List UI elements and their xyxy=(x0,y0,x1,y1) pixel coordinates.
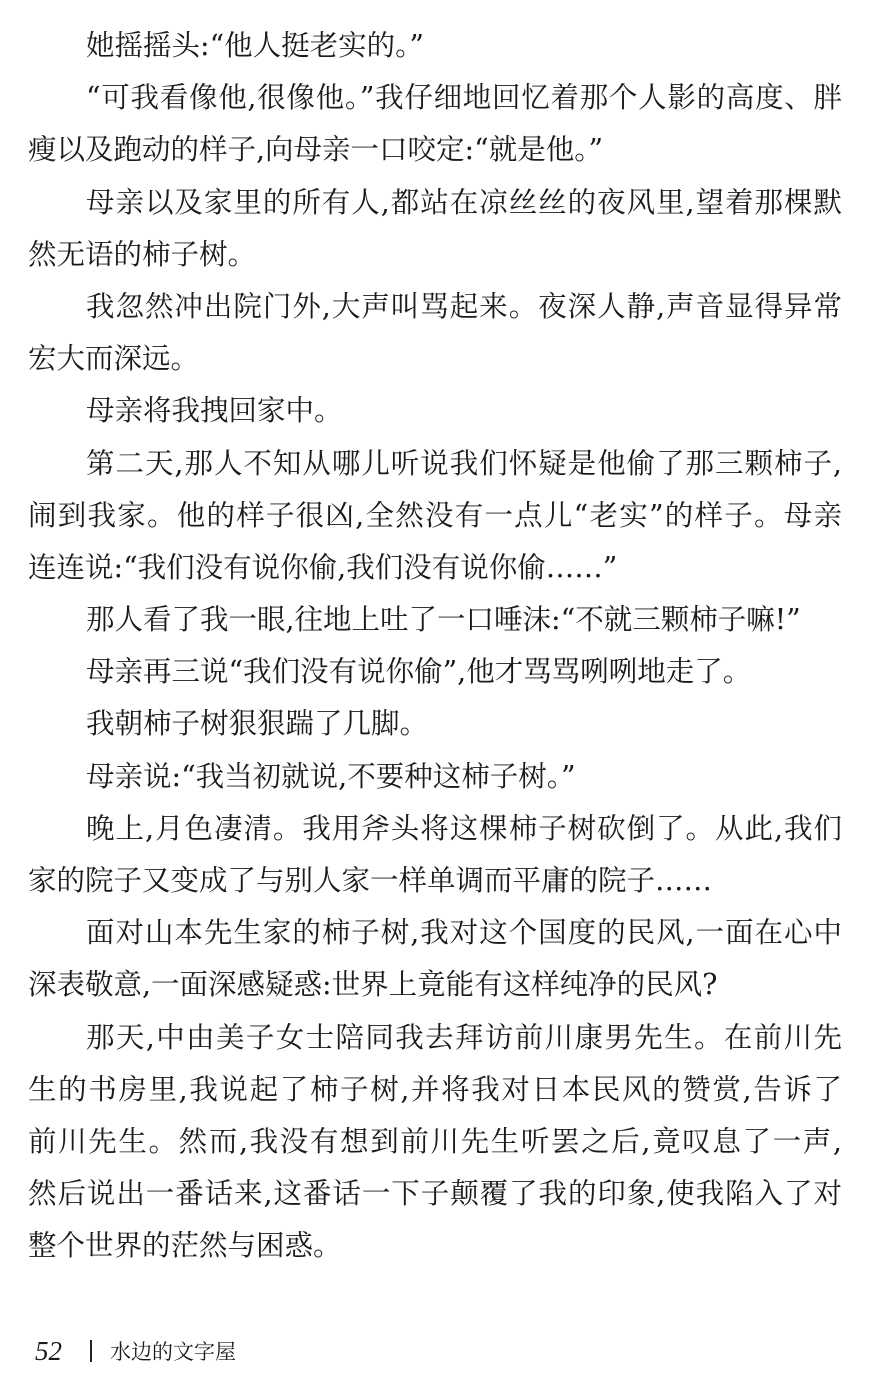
text-line: 母亲以及家里的所有人,都站在凉丝丝的夜风里,望着那棵默 xyxy=(86,185,842,219)
text-line: 她摇摇头:“他人挺老实的。” xyxy=(86,29,424,62)
text-line: 然无语的柿子树。 xyxy=(28,237,257,271)
text-line: 家的院子又变成了与别人家一样单调而平庸的院子…… xyxy=(28,864,713,897)
paragraph xyxy=(28,385,842,437)
text-line: 我朝柿子树狠狠踹了几脚。 xyxy=(86,707,429,741)
paragraph xyxy=(28,751,842,803)
text-line: 整个世界的茫然与困惑。 xyxy=(28,1229,342,1263)
paragraph xyxy=(28,907,842,1011)
paragraph xyxy=(28,594,842,646)
text-line: 宏大而深远。 xyxy=(28,342,200,376)
text-line: 深表敬意,一面深感疑惑:世界上竟能有这样纯净的民风? xyxy=(28,968,718,1002)
text-line: 然后说出一番话来,这番话一下子颠覆了我的印象,使我陷入了对 xyxy=(28,1177,842,1211)
paragraph xyxy=(28,20,842,72)
paragraph xyxy=(28,646,842,698)
text-line: 面对山本先生家的柿子树,我对这个国度的民风,一面在心中 xyxy=(86,916,842,950)
text-line: “可我看像他,很像他。”我仔细地回忆着那个人影的高度、胖 xyxy=(86,81,842,115)
text-line: 连连说:“我们没有说你偷,我们没有说你偷……” xyxy=(28,550,618,584)
paragraph xyxy=(28,1012,842,1273)
text-line: 晚上,月色凄清。我用斧头将这棵柿子树砍倒了。从此,我们 xyxy=(86,811,842,845)
paragraph xyxy=(28,438,842,595)
paragraph xyxy=(28,698,842,750)
text-line: 母亲再三说“我们没有说你偷”,他才骂骂咧咧地走了。 xyxy=(86,655,752,689)
book-title: 水边的文字屋 xyxy=(110,1340,236,1364)
page-number: 52 xyxy=(35,1335,62,1366)
paragraph xyxy=(28,177,842,281)
text-line: 闹到我家。他的样子很凶,全然没有一点儿“老实”的样子。母亲 xyxy=(28,498,842,532)
text-line: 我忽然冲出院门外,大声叫骂起来。夜深人静,声音显得异常 xyxy=(86,289,842,323)
text-line: 那人看了我一眼,往地上吐了一口唾沫:“不就三颗柿子嘛!” xyxy=(86,603,801,637)
text-line: 前川先生。然而,我没有想到前川先生听罢之后,竟叹息了一声, xyxy=(28,1124,842,1158)
paragraph xyxy=(28,72,842,176)
text-line: 生的书房里,我说起了柿子树,并将我对日本民风的赞赏,告诉了 xyxy=(28,1072,842,1106)
text-line: 第二天,那人不知从哪儿听说我们怀疑是他偷了那三颗柿子, xyxy=(86,446,842,480)
page-body xyxy=(28,20,842,1273)
text-line: 瘦以及跑动的样子,向母亲一口咬定:“就是他。” xyxy=(28,133,604,167)
paragraph xyxy=(28,803,842,907)
footer-separator xyxy=(90,1340,92,1362)
paragraph xyxy=(28,281,842,385)
page-footer xyxy=(35,1333,236,1369)
text-line: 那天,中由美子女士陪同我去拜访前川康男先生。在前川先 xyxy=(86,1020,842,1054)
text-line: 母亲将我拽回家中。 xyxy=(86,394,343,428)
text-line: 母亲说:“我当初就说,不要种这柿子树。” xyxy=(86,759,576,793)
